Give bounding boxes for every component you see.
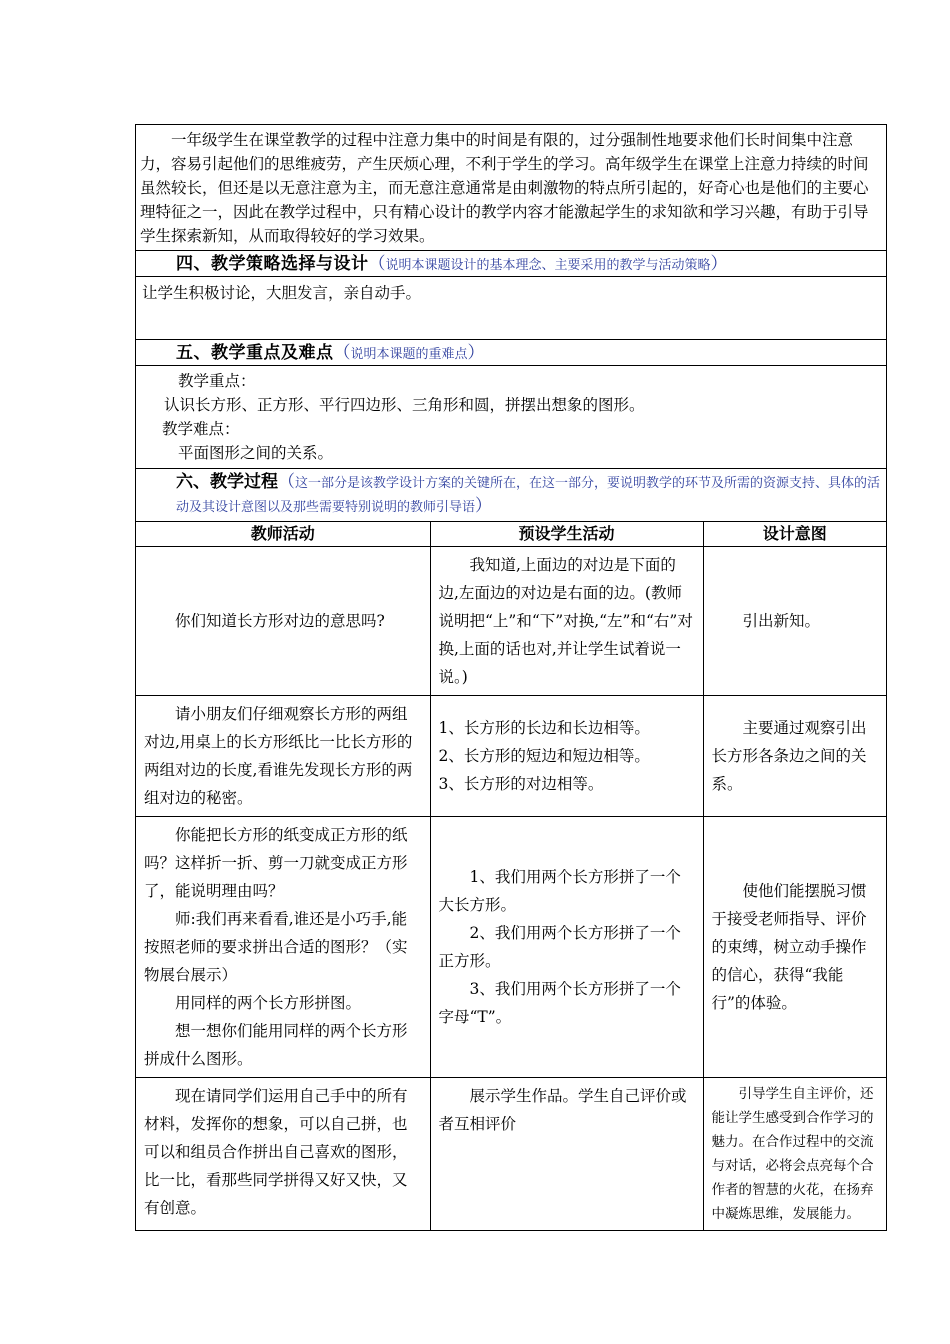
process-table-wrap [136,522,886,1230]
key-label: 教学重点： [178,372,256,390]
table-row [136,547,886,696]
section5-title: 五、教学重点及难点 [176,343,334,363]
section4-body [136,277,886,340]
cell-text: 现在请同学们运用自己手中的所有材料，发挥你的想象，可以自己拼，也可以和组员合作拼出自己喜欢的图形，比一比，看那些同学拼得又好又快，又有创意。 [144,1087,408,1217]
section5-body [136,366,886,469]
cell-text: 1、长方形的长边和长边相等。 [438,719,650,737]
difficulty-label: 教学难点： [162,420,240,438]
section5-note: 说明本课题的重难点 [350,347,468,362]
cell-text: 师:我们再来看看,谁还是小巧手,能按照老师的要求拼出合适的图形？（实物展台展示） [144,910,408,984]
cell-text: 使他们能摆脱习惯于接受老师指导、评价的束缚，树立动手操作的信心，获得“我能行”的体验。 [711,882,867,1012]
section6-note: 这一部分是该教学设计方案的关键所在，在这一部分，要说明教学的环节及所需的资源支持、具体的活动及其设计意图以及那些需要特别说明的教师引导语 [176,476,881,515]
process-table [136,522,886,1230]
table-row [136,817,886,1078]
teacher-cell [136,547,430,696]
cell-text: 3、长方形的对边相等。 [438,775,604,793]
teacher-cell [136,1078,430,1231]
cell-text: 1、我们用两个长方形拼了一个大长方形。 [438,868,681,914]
cell-text: 你们知道长方形对边的意思吗? [175,612,385,630]
cell-text: 3、我们用两个长方形拼了一个字母“T”。 [438,980,681,1026]
header-teacher: 教师活动 [136,522,430,547]
section5-header: 五、教学重点及难点（说明本课题的重难点） [136,340,886,366]
cell-text: 引导学生自主评价，还能让学生感受到合作学习的魅力。在合作过程中的交流与对话，必将会点亮每个合作者的智慧的火花，在扬弃中凝炼思维，发展能力。 [711,1086,874,1222]
table-row [136,696,886,817]
header-student: 预设学生活动 [430,522,703,547]
section6-title: 六、教学过程 [176,472,278,492]
key-content: 认识长方形、正方形、平行四边形、三角形和圆，拼摆出想象的图形。 [164,396,645,414]
section4-note: 说明本课题设计的基本理念、主要采用的教学与活动策略 [385,258,711,273]
section4-header: 四、教学策略选择与设计（说明本课题设计的基本理念、主要采用的教学与活动策略） [136,251,886,277]
cell-text: 引出新知。 [742,612,821,630]
intent-cell [703,817,886,1078]
teacher-cell [136,696,430,817]
section6-header: 六、教学过程（这一部分是该教学设计方案的关键所在，在这一部分，要说明教学的环节及所需的资源支持、具体的活动及其设计意图以及那些需要特别说明的教师引导语） [136,469,886,522]
cell-text: 2、我们用两个长方形拼了一个正方形。 [438,924,681,970]
intro-paragraph: 一年级学生在课堂教学的过程中注意力集中的时间是有限的，过分强制性地要求他们长时间集中注意力，容易引起他们的思维疲劳，产生厌烦心理，不利于学生的学习。高年级学生在课堂上注意力持续的时间虽然较长，但还是以无意注意为主，而无意注意通常是由刺激物的特点所引起的，好奇心也是他们的主要心理特征之一，因此在教学过程中，只有精心设计的教学内容才能激起学生的求知欲和学习兴趣，有助于引导学生探索新知，从而取得较好的学习效果。 [136,125,886,251]
cell-text: 想一想你们能用同样的两个长方形拼成什么图形。 [144,1022,408,1068]
difficulty-content: 平面图形之间的关系。 [178,444,334,462]
header-intent: 设计意图 [703,522,886,547]
cell-text: 2、长方形的短边和短边相等。 [438,747,650,765]
lesson-plan-document [135,124,887,1231]
cell-text: 用同样的两个长方形拼图。 [175,994,362,1012]
cell-text: 请小朋友们仔细观察长方形的两组对边,用桌上的长方形纸比一比长方形的两组对边的长度,看谁先发现长方形的两组对边的秘密。 [144,705,413,807]
cell-text: 主要通过观察引出长方形各条边之间的关系。 [711,719,867,793]
intent-cell [703,696,886,817]
cell-text: 展示学生作品。学生自己评价或者互相评价 [438,1087,687,1133]
section4-title: 四、教学策略选择与设计 [176,254,369,274]
table-header-row [136,522,886,547]
cell-text: 我知道,上面边的对边是下面的边,左面边的对边是右面的边。(教师说明把“上”和“下”对换,“左”和“右”对换,上面的话也对,并让学生试着说一说。) [438,556,693,686]
student-cell [430,1078,703,1231]
table-row [136,1078,886,1231]
student-cell [430,547,703,696]
intent-cell [703,547,886,696]
student-cell [430,817,703,1078]
section4-content: 让学生积极讨论，大胆发言，亲自动手。 [142,284,422,302]
intent-cell [703,1078,886,1231]
student-cell [430,696,703,817]
teacher-cell [136,817,430,1078]
cell-text: 你能把长方形的纸变成正方形的纸吗？这样折一折、剪一刀就变成正方形了，能说明理由吗？ [144,826,408,900]
